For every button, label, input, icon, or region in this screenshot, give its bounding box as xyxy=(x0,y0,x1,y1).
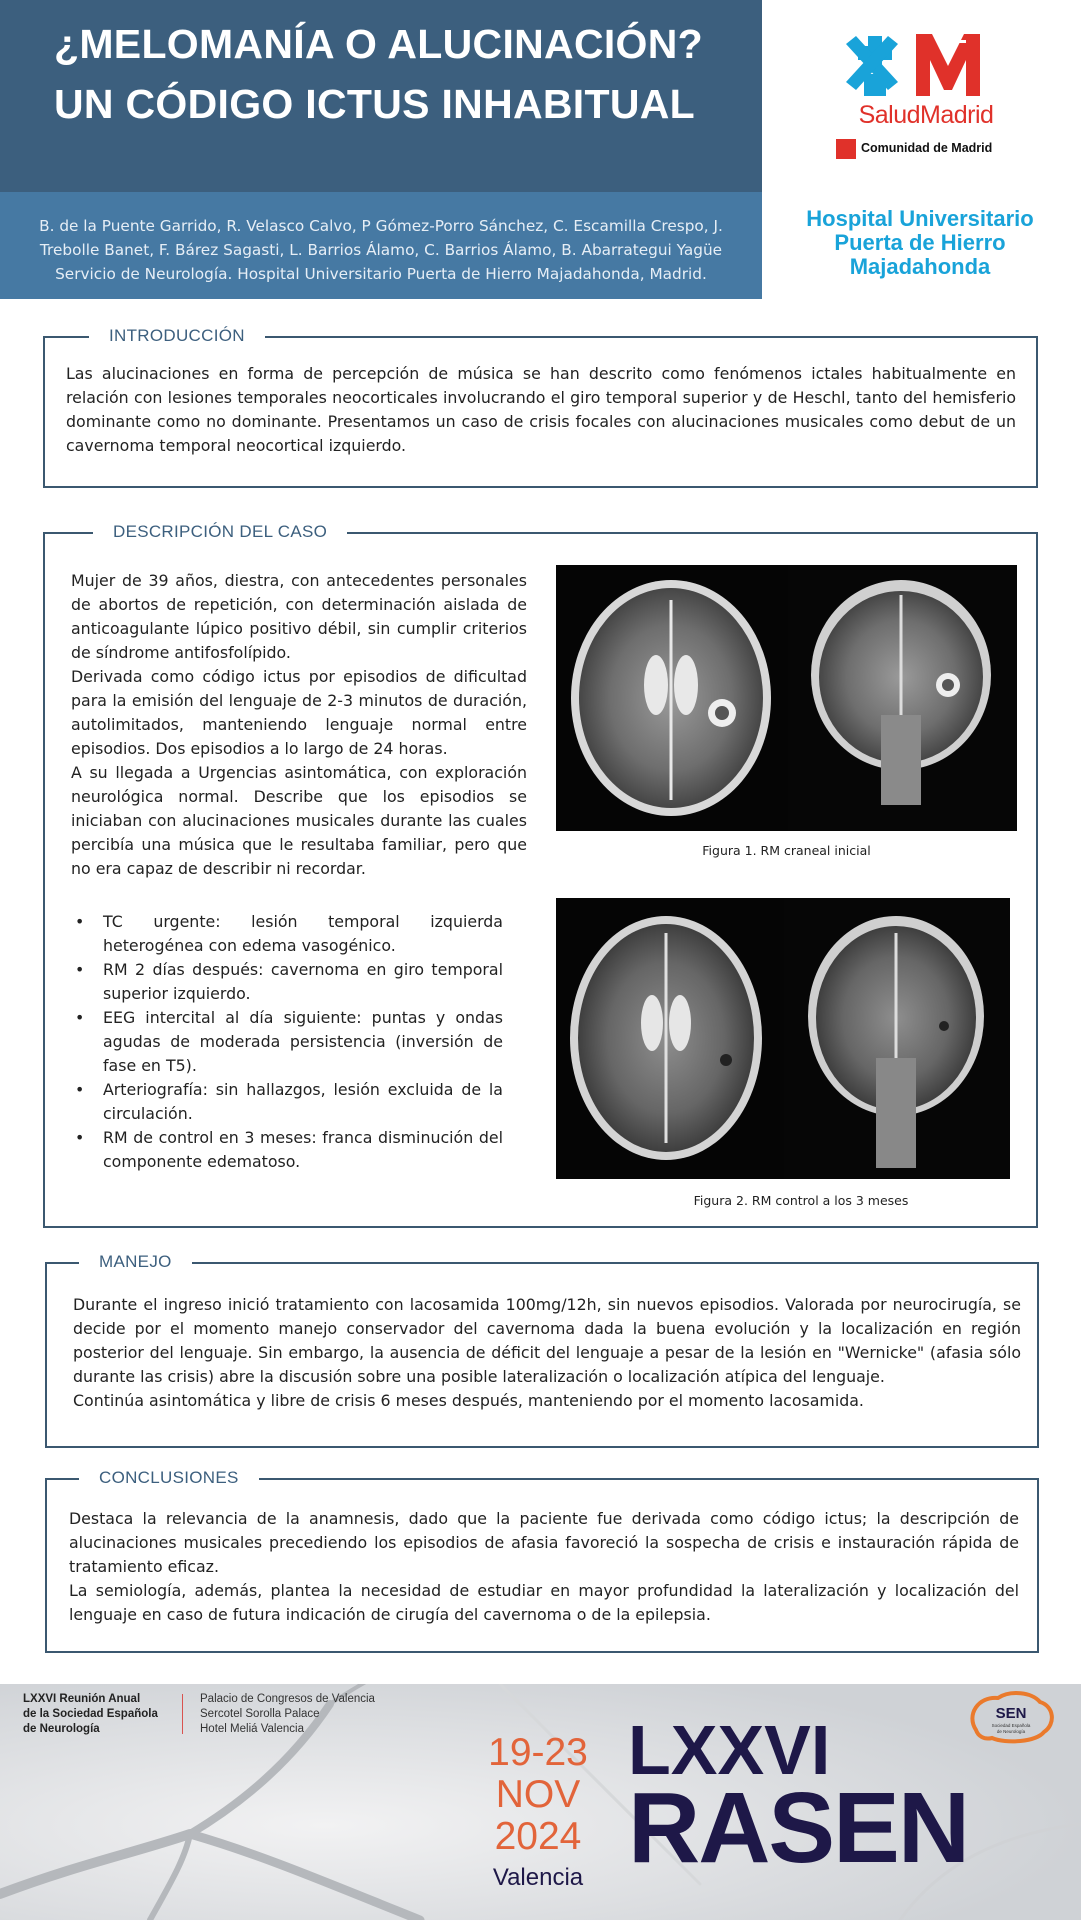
figure-1-caption: Figura 1. RM craneal inicial xyxy=(702,843,871,858)
authors-line-2: Trebolle Banet, F. Bárez Sagasti, L. Barrios Álamo, C. Barrios Álamo, B. Abarrategui Yagüe xyxy=(39,241,723,259)
venue-line-2: Sercotel Sorolla Palace xyxy=(200,1708,320,1720)
hospital-logo-text xyxy=(790,207,1050,279)
section-introduccion xyxy=(43,326,1038,488)
case-paragraph-2: Derivada como código ictus por episodios de dificultad para la emisión del lenguaje de 2-3 minutos de duración, autolimitados, manteniendo lenguaje normal entre episodios. Dos episodios a lo largo de 24 horas. xyxy=(71,667,527,758)
sen-logo-text: SEN xyxy=(995,1705,1027,1722)
dates-range: 19-23 xyxy=(488,1731,588,1774)
manejo-paragraph-2: Continúa asintomática y libre de crisis 6 meses después, manteniendo por el momento lacosamida. xyxy=(73,1391,864,1410)
section-title-descripcion: DESCRIPCIÓN DEL CASO xyxy=(93,522,347,542)
case-paragraph-3: A su llegada a Urgencias asintomática, con exploración neurológica normal. Describe que los episodios se iniciaban con alucinaciones musicales durante las cuales percibía una música que le resultaba familiar, pero que no era capaz de describir ni recordar. xyxy=(71,763,527,878)
dates-year: 2024 xyxy=(494,1815,582,1858)
meeting-line-2: de la Sociedad Española xyxy=(23,1708,158,1720)
figure-1-mri-image xyxy=(556,565,1017,831)
sen-sub-line-1: Sociedad Española xyxy=(991,1723,1031,1728)
meeting-line-1: LXXVI Reunión Anual xyxy=(23,1693,141,1705)
meeting-line-3: de Neurología xyxy=(23,1723,100,1735)
conclusiones-paragraph-2: La semiología, además, plantea la necesidad de estudiar en mayor profundidad la lateralización y localización del lenguaje en caso de futura indicación de cirugía del cavernoma o de la epilepsia. xyxy=(69,1581,1019,1624)
brand-line-2: RASEN xyxy=(628,1772,969,1885)
meeting-name xyxy=(23,1692,158,1737)
sen-logo xyxy=(966,1690,1056,1746)
conference-city: Valencia xyxy=(492,1864,584,1891)
list-item: • RM 2 días después: cavernoma en giro temporal superior izquierdo. xyxy=(71,958,503,1006)
venue-line-3: Hotel Meliá Valencia xyxy=(200,1723,304,1735)
intro-text: Las alucinaciones en forma de percepción de música se han descrito como fenómenos ictales habitualmente en relación con lesiones temporales neocorticales involucrando el giro temporal superior y de Heschl, tanto del hemisferio dominante como no dominante. Presentamos un caso de crisis focales con alucinaciones musicales como debut de un cavernoma temporal neocortical izquierdo. xyxy=(66,364,1016,455)
section-title-conclusiones: CONCLUSIONES xyxy=(79,1468,259,1488)
hospital-line-3: Majadahonda xyxy=(849,254,991,279)
figure-2-caption: Figura 2. RM control a los 3 meses xyxy=(693,1193,909,1208)
case-paragraph-1: Mujer de 39 años, diestra, con antecedentes personales de abortos de repetición, con determinación aislada de anticoagulante lúpico positivo débil, sin cumplir criterios de síndrome antifosfolípido. xyxy=(71,571,527,662)
hospital-line-1: Hospital Universitario xyxy=(806,206,1034,231)
brand-line-1: LXXVI xyxy=(628,1711,831,1789)
section-manejo xyxy=(45,1252,1039,1448)
sen-logo-subtitle xyxy=(966,1723,1056,1735)
sen-sub-line-2: de Neurología xyxy=(996,1729,1026,1734)
conference-footer xyxy=(0,1684,1081,1920)
salud-madrid-logo xyxy=(838,30,1008,100)
section-conclusiones xyxy=(45,1468,1039,1653)
affiliation: Servicio de Neurología. Hospital Universitario Puerta de Hierro Majadahonda, Madrid. xyxy=(55,265,707,283)
salud-madrid-text: SaludMadrid xyxy=(858,101,994,129)
section-title-manejo: MANEJO xyxy=(79,1252,192,1272)
list-item: • TC urgente: lesión temporal izquierda heterogénea con edema vasogénico. xyxy=(71,910,503,958)
list-item: • Arteriografía: sin hallazgos, lesión excluida de la circulación. xyxy=(71,1078,503,1126)
manejo-paragraph-1: Durante el ingreso inició tratamiento con lacosamida 100mg/12h, sin nuevos episodios. Valorada por neurocirugía, se decide por el momento manejo conservador del cavernoma dada la buena evolución y la localización en región posterior del lenguaje. Sin embargo, la ausencia de déficit del lenguaje a pesar de la lesión en "Wernicke" (afasia sólo durante las crisis) abre la discusión sobre una posible lateralización o localización atípica del lenguaje. xyxy=(73,1295,1021,1386)
title-line-2: UN CÓDIGO ICTUS INHABITUAL xyxy=(54,81,695,127)
comunidad-madrid-text: Comunidad de Madrid xyxy=(861,141,993,155)
section-title-introduccion: INTRODUCCIÓN xyxy=(89,326,265,346)
venues xyxy=(200,1692,375,1737)
list-item: • RM de control en 3 meses: franca disminución del componente edematoso. xyxy=(71,1126,503,1174)
conclusiones-paragraph-1: Destaca la relevancia de la anamnesis, dado que la paciente fue derivada como código ictus; la descripción de alucinaciones musicales precediendo los episodios de afasia favoreció la sospecha de crisis e instauración rápida de tratamiento eficaz. xyxy=(69,1509,1019,1576)
hospital-line-2: Puerta de Hierro xyxy=(834,230,1006,255)
comunidad-madrid-flag-icon xyxy=(836,139,856,159)
poster-title xyxy=(54,14,754,134)
list-item: • EEG intercital al día siguiente: puntas y ondas agudas de moderada persistencia (inversión de fase en T5). xyxy=(71,1006,503,1078)
venue-line-1: Palacio de Congresos de Valencia xyxy=(200,1693,375,1705)
conference-dates xyxy=(478,1732,598,1858)
rasen-brand xyxy=(628,1711,969,1885)
figure-2-mri-image xyxy=(556,898,1010,1179)
authors-block xyxy=(20,214,742,286)
authors-line-1: B. de la Puente Garrido, R. Velasco Calvo, P Gómez-Porro Sánchez, C. Escamilla Crespo, J. xyxy=(39,217,723,235)
case-findings-list xyxy=(71,910,503,1174)
dates-month: NOV xyxy=(495,1773,581,1816)
footer-divider xyxy=(182,1694,183,1734)
title-line-1: ¿MELOMANÍA O ALUCINACIÓN? xyxy=(54,21,704,67)
